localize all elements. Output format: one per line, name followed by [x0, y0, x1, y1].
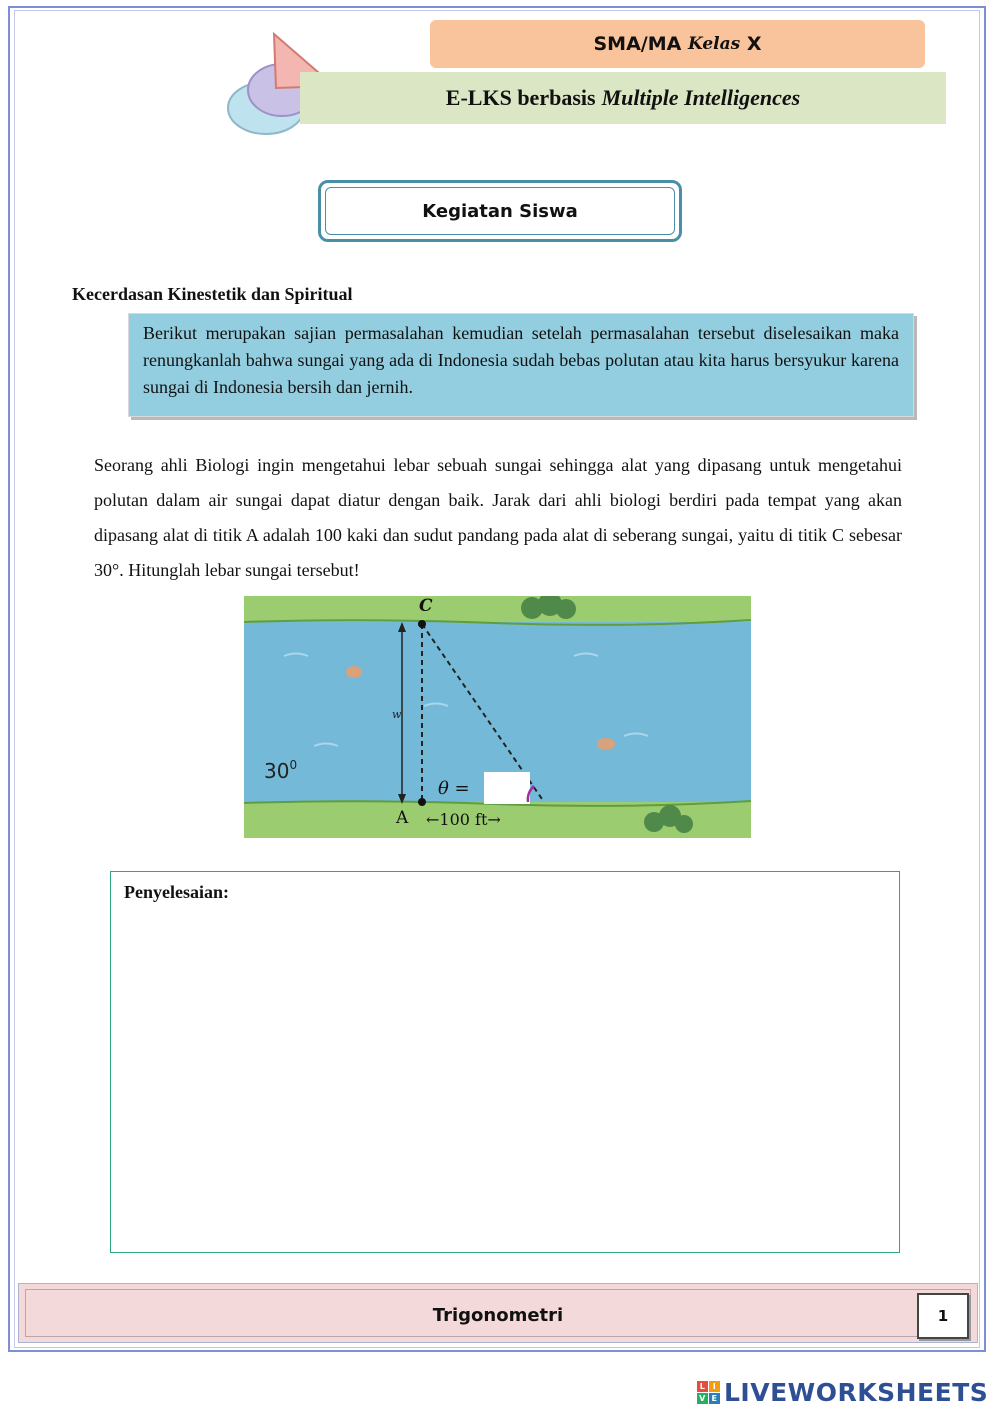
page-number: 1 — [917, 1293, 969, 1339]
worksheet-subtitle — [300, 72, 946, 124]
subtitle-prefix: E-LKS berbasis — [445, 85, 596, 110]
floating-object — [346, 666, 362, 678]
angle-sup: 0 — [289, 758, 298, 772]
liveworksheets-logo-icon: L I V E — [697, 1381, 720, 1404]
theta-label: θ = — [438, 778, 470, 799]
footer-inner — [25, 1289, 971, 1337]
watermark-text: LIVEWORKSHEETS — [724, 1378, 989, 1407]
label-a: A — [396, 808, 409, 828]
subtitle-italic: Multiple Intelligences — [601, 85, 801, 110]
point-a — [418, 798, 426, 806]
distance-label: ←100 ft→ — [426, 810, 501, 829]
far-bank — [244, 596, 751, 622]
section-heading: Kecerdasan Kinestetik dan Spiritual — [72, 284, 353, 304]
activity-title: Kegiatan Siswa — [325, 187, 675, 235]
kelas-word: Kelas — [687, 34, 741, 54]
angle-blank — [484, 772, 530, 804]
kelas-number: X — [746, 33, 762, 55]
river-diagram — [244, 596, 751, 838]
footer-bar — [18, 1283, 978, 1343]
angle-text: 30 — [264, 759, 290, 783]
label-w: w — [392, 708, 402, 721]
label-c: C — [419, 596, 433, 616]
liveworksheets-watermark[interactable] — [697, 1378, 988, 1407]
footer-title: Trigonometri — [432, 1305, 564, 1326]
answer-input[interactable] — [123, 912, 887, 1240]
answer-box — [110, 871, 900, 1253]
school-prefix: SMA/MA — [593, 33, 682, 55]
problem-statement: Seorang ahli Biologi ingin mengetahui lebar sebuah sungai sehingga alat yang dipasang untuk mengetahui polutan dalam air sungai dapat diatur dengan baik. Jarak dari ahli biologi berdiri pada tempat yang akan dipasang alat di titik A adalah 100 kaki dan sudut pandang pada alat di seberang sungai, yaitu di titik C sebesar 30°. Hitunglah lebar sungai tersebut! — [94, 455, 902, 580]
school-level-banner — [430, 20, 925, 68]
tree-top — [521, 596, 576, 619]
answer-label: Penyelesaian: — [124, 882, 229, 902]
point-c — [418, 620, 426, 628]
floating-object — [597, 738, 615, 750]
activity-title-box — [318, 180, 682, 242]
instruction-box: Berikut merupakan sajian permasalahan kemudian setelah permasalahan tersebut diselesaikan maka renungkanlah bahwa sungai yang ada di Indonesia sudah bebas polutan atau kita harus bersyukur karena sungai di Indonesia bersih dan jernih. — [128, 313, 914, 417]
